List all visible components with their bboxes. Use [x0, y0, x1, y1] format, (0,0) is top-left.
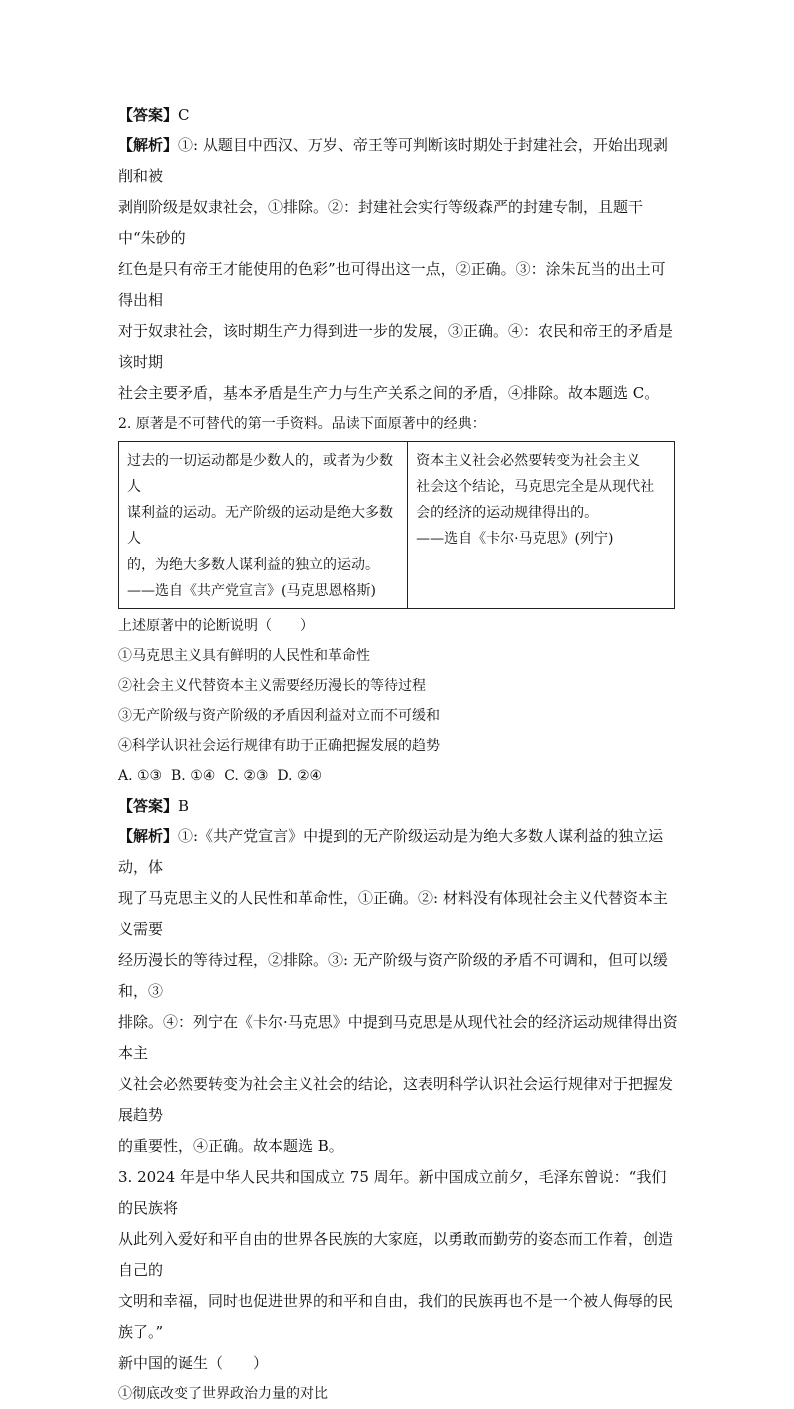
- q2-analysis-line: 经历漫长的等待过程，②排除。③: 无产阶级与资产阶级的矛盾不可调和，但可以缓和，③: [118, 951, 668, 1000]
- q2-answer-value: B: [178, 797, 190, 815]
- q2-statement: ④科学认识社会运行规律有助于正确把握发展的趋势: [118, 738, 440, 754]
- q3-stem: [118, 1162, 678, 1379]
- document-page: [118, 100, 678, 1409]
- q2-answer-line: [118, 791, 678, 821]
- q2-statement: ②社会主义代替资本主义需要经历漫长的等待过程: [118, 678, 426, 694]
- q2-right-source: ——选自《卡尔·马克思》(列宁): [416, 531, 614, 547]
- q2-choices: A. ①③ B. ①④ C. ②③ D. ②④: [118, 768, 323, 784]
- q3-stem-line: 3. 2024 年是中华人民共和国成立 75 周年。新中国成立前夕，毛泽东曾说：“我们的民族将: [118, 1168, 667, 1217]
- q1-analysis-line: 红色是只有帝王才能使用的色彩”也可得出这一点，②正确。③：涂朱瓦当的出土可得出相: [118, 260, 666, 309]
- q2-statement: ③无产阶级与资产阶级的矛盾因利益对立而不可缓和: [118, 708, 440, 724]
- q2-right-line: 资本主义社会必然要转变为社会主义: [416, 453, 641, 469]
- q2-analysis-line: 的重要性，④正确。故本题选 B。: [118, 1137, 344, 1155]
- q2-analysis-line: 【解析】①:《共产党宣言》中提到的无产阶级运动是为绝大多数人谋利益的独立运动，体: [118, 827, 664, 876]
- q1-analysis-line: 剥削阶级是奴隶社会，①排除。②：封建社会实行等级森严的封建专制，且题干中“朱砂的: [118, 198, 644, 247]
- q2-left-cell: [119, 442, 408, 609]
- q2-left-source: ——选自《共产党宣言》(马克思恩格斯): [127, 583, 376, 599]
- q1-analysis-line: 对于奴隶社会，该时期生产力得到进一步的发展，③正确。④：农民和帝王的矛盾是该时期: [118, 322, 674, 371]
- q1-analysis-line: 【解析】①: 从题目中西汉、万岁、帝王等可判断该时期处于封建社会，开始出现剥削和被: [118, 136, 668, 185]
- q2-right-line: 社会这个结论，马克思完全是从现代社: [416, 479, 655, 495]
- q2-left-line: 谋利益的运动。无产阶级的运动是绝大多数人: [127, 505, 393, 547]
- q1-answer-value: C: [178, 106, 190, 124]
- q1-answer-tag: 【答案】: [118, 106, 179, 124]
- q2-analysis-line: 现了马克思主义的人民性和革命性，①正确。②: 材料没有体现社会主义代替资本主义需要: [118, 889, 668, 938]
- q2-left-line: 过去的一切运动都是少数人的，或者为少数人: [127, 453, 393, 495]
- q2-analysis: [118, 821, 678, 1162]
- q3-stem-line: 从此列入爱好和平自由的世界各民族的大家庭，以勇敢而勤劳的姿态而工作着，创造自己的: [118, 1230, 674, 1279]
- q2-analysis-line: 排除。④：列宁在《卡尔·马克思》中提到马克思是从现代社会的经济运动规律得出资本主: [118, 1013, 678, 1062]
- q2-answer-tag: 【答案】: [118, 797, 179, 815]
- q3-stem-line: 新中国的诞生（ ）: [118, 1354, 269, 1372]
- q2-right-line: 会的经济的运动规律得出的。: [416, 505, 599, 521]
- q3-stem-line: 文明和幸福，同时也促进世界的和平和自由，我们的民族再也不是一个被人侮辱的民族了。”: [118, 1292, 674, 1341]
- q2-analysis-tag: 【解析】: [118, 827, 179, 845]
- q2-left-line: 的，为绝大多数人谋利益的独立的运动。: [127, 557, 379, 573]
- q1-analysis: [118, 130, 678, 409]
- q2-question: 上述原著中的论断说明（ ）: [118, 618, 314, 634]
- q2-right-cell: [408, 442, 675, 609]
- q2-stem: 2. 原著是不可替代的第一手资料。品读下面原著中的经典：: [118, 416, 486, 432]
- q2-statement: ①马克思主义具有鲜明的人民性和革命性: [118, 648, 370, 664]
- q1-analysis-line: 社会主要矛盾，基本矛盾是生产力与生产关系之间的矛盾，④排除。故本题选 C。: [118, 384, 660, 402]
- q2-source-table: [118, 441, 675, 609]
- q1-answer-line: [118, 100, 678, 130]
- q2-analysis-line: 义社会必然要转变为社会主义社会的结论，这表明科学认识社会运行规律对于把握发展趋势: [118, 1075, 674, 1124]
- q3-statement: ①彻底改变了世界政治力量的对比: [118, 1386, 328, 1402]
- q1-analysis-tag: 【解析】: [118, 136, 179, 154]
